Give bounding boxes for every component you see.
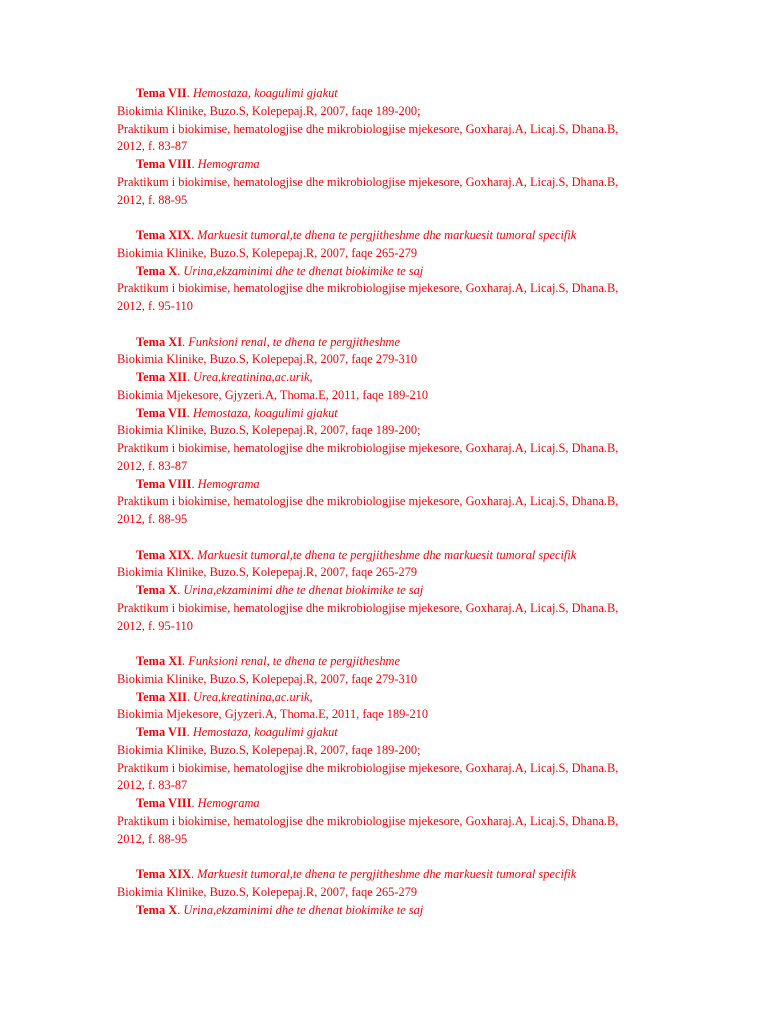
topic-title: Funksioni renal, te dhena te pergjitheshme (188, 654, 400, 668)
topic-title: Urea,kreatinina,ac.urik, (193, 370, 313, 384)
topic-title: Urina,ekzaminimi dhe te dhenat biokimike te saj (183, 583, 424, 597)
topic-heading (117, 582, 757, 600)
topic-heading (117, 689, 757, 707)
topic-label: Tema XI (136, 334, 183, 349)
topic-title: Markuesit tumoral,te dhena te pergjitheshme dhe markuesit tumoral specifik (197, 867, 577, 881)
topic-label: Tema VII (136, 725, 187, 739)
reference-line: 2012, f. 88-95 (117, 192, 188, 207)
topic-heading (117, 476, 757, 494)
blank-line (117, 209, 757, 227)
topic-label: Tema XIX (136, 547, 191, 562)
topic-label: Tema X (136, 263, 178, 278)
topic-heading (117, 653, 757, 671)
topic-separator: . (186, 370, 194, 384)
topic-title: Hemostaza, koagulimi gjakut (192, 725, 338, 739)
reference-line: Praktikum i biokimise, hematologjise dhe mikrobiologjise mjekesore, Goxharaj.A, Licaj.S, Dhana.B, (117, 813, 619, 828)
topic-title: Urina,ekzaminimi dhe te dhenat biokimike te saj (183, 263, 424, 278)
topic-heading (117, 866, 757, 884)
topic-title: Hemostaza, koagulimi gjakut (192, 405, 338, 420)
topic-heading (117, 334, 757, 352)
reference-line: Biokimia Klinike, Buzo.S, Kolepepaj.R, 2007, faqe 279-310 (117, 671, 418, 686)
topic-label: Tema VIII (136, 796, 192, 810)
topic-label: Tema X (136, 583, 178, 597)
reference-line: Biokimia Klinike, Buzo.S, Kolepepaj.R, 2007, faqe 279-310 (117, 352, 418, 367)
topic-label: Tema X (136, 902, 178, 917)
topic-separator: . (190, 867, 198, 881)
reference-line: Praktikum i biokimise, hematologjise dhe mikrobiologjise mjekesore, Goxharaj.A, Licaj.S, Dhana.B, (117, 281, 619, 296)
topic-heading (117, 227, 757, 245)
reference-line: Praktikum i biokimise, hematologjise dhe mikrobiologjise mjekesore, Goxharaj.A, Licaj.S, Dhana.B, (117, 600, 619, 615)
topic-heading (117, 724, 757, 742)
reference-line: Biokimia Klinike, Buzo.S, Kolepepaj.R, 2007, faqe 189-200; (117, 423, 421, 438)
topic-heading (117, 902, 757, 920)
topic-title: Funksioni renal, te dhena te pergjitheshme (188, 334, 400, 349)
reference-line: 2012, f. 88-95 (117, 512, 188, 526)
topic-separator: . (186, 86, 193, 100)
topic-title: Markuesit tumoral,te dhena te pergjitheshme dhe markuesit tumoral specifik (197, 228, 577, 242)
topic-separator: . (186, 725, 193, 739)
topic-label: Tema XI (136, 654, 183, 668)
topic-label: Tema XII (136, 689, 187, 704)
reference-line: Biokimia Mjekesore, Gjyzeri.A, Thoma.E, 2011, faqe 189-210 (117, 387, 429, 402)
topic-heading (117, 795, 757, 813)
topic-heading (117, 156, 757, 174)
topic-heading (117, 85, 757, 103)
reference-line: Biokimia Klinike, Buzo.S, Kolepepaj.R, 2007, faqe 265-279 (117, 245, 418, 260)
topic-title: Hemostaza, koagulimi gjakut (192, 86, 338, 100)
reference-line: 2012, f. 95-110 (117, 618, 193, 633)
topic-separator: . (177, 583, 184, 597)
reference-line: Praktikum i biokimise, hematologjise dhe mikrobiologjise mjekesore, Goxharaj.A, Licaj.S, Dhana.B, (117, 121, 619, 136)
topic-title: Urea,kreatinina,ac.urik, (193, 689, 313, 704)
topic-label: Tema XII (136, 370, 187, 384)
reference-line: Biokimia Klinike, Buzo.S, Kolepepaj.R, 2007, faqe 189-200; (117, 103, 421, 118)
topic-label: Tema XIX (136, 867, 191, 881)
topic-heading (117, 263, 757, 281)
reference-line: Praktikum i biokimise, hematologjise dhe mikrobiologjise mjekesore, Goxharaj.A, Licaj.S, Dhana.B, (117, 441, 619, 455)
reference-line: 2012, f. 83-87 (117, 139, 188, 154)
topic-label: Tema VIII (136, 476, 192, 491)
topic-separator: . (190, 228, 198, 242)
topic-separator: . (177, 263, 184, 278)
document-body (117, 85, 757, 919)
topic-title: Hemograma (197, 157, 260, 171)
topic-title: Markuesit tumoral,te dhena te pergjitheshme dhe markuesit tumoral specifik (197, 547, 577, 562)
reference-line: 2012, f. 83-87 (117, 458, 188, 473)
topic-heading (117, 405, 757, 423)
blank-line (117, 848, 757, 866)
topic-separator: . (186, 689, 194, 704)
reference-line: 2012, f. 83-87 (117, 778, 188, 793)
blank-line (117, 635, 757, 653)
topic-heading (117, 369, 757, 387)
reference-line: Praktikum i biokimise, hematologjise dhe mikrobiologjise mjekesore, Goxharaj.A, Licaj.S, Dhana.B, (117, 494, 619, 509)
reference-line: Biokimia Mjekesore, Gjyzeri.A, Thoma.E, 2011, faqe 189-210 (117, 707, 429, 722)
blank-line (117, 529, 757, 547)
reference-line: Praktikum i biokimise, hematologjise dhe mikrobiologjise mjekesore, Goxharaj.A, Licaj.S, Dhana.B, (117, 760, 619, 775)
topic-separator: . (182, 654, 189, 668)
topic-separator: . (186, 405, 193, 420)
topic-title: Urina,ekzaminimi dhe te dhenat biokimike te saj (183, 902, 424, 917)
topic-label: Tema VIII (136, 157, 192, 171)
reference-line: 2012, f. 88-95 (117, 831, 188, 846)
topic-separator: . (190, 547, 198, 562)
topic-title: Hemograma (197, 476, 260, 491)
reference-line: Biokimia Klinike, Buzo.S, Kolepepaj.R, 2007, faqe 265-279 (117, 884, 418, 899)
reference-line: Biokimia Klinike, Buzo.S, Kolepepaj.R, 2007, faqe 265-279 (117, 565, 418, 580)
topic-label: Tema VII (136, 86, 187, 100)
topic-label: Tema VII (136, 405, 187, 420)
reference-line: Biokimia Klinike, Buzo.S, Kolepepaj.R, 2007, faqe 189-200; (117, 742, 421, 757)
topic-separator: . (191, 157, 198, 171)
blank-line (117, 316, 757, 334)
topic-title: Hemograma (197, 796, 260, 810)
topic-separator: . (177, 902, 184, 917)
topic-label: Tema XIX (136, 228, 191, 242)
reference-line: Praktikum i biokimise, hematologjise dhe mikrobiologjise mjekesore, Goxharaj.A, Licaj.S, Dhana.B, (117, 174, 619, 189)
topic-separator: . (182, 334, 189, 349)
topic-heading (117, 547, 757, 565)
topic-separator: . (191, 476, 198, 491)
reference-line: 2012, f. 95-110 (117, 299, 193, 313)
topic-separator: . (191, 796, 198, 810)
